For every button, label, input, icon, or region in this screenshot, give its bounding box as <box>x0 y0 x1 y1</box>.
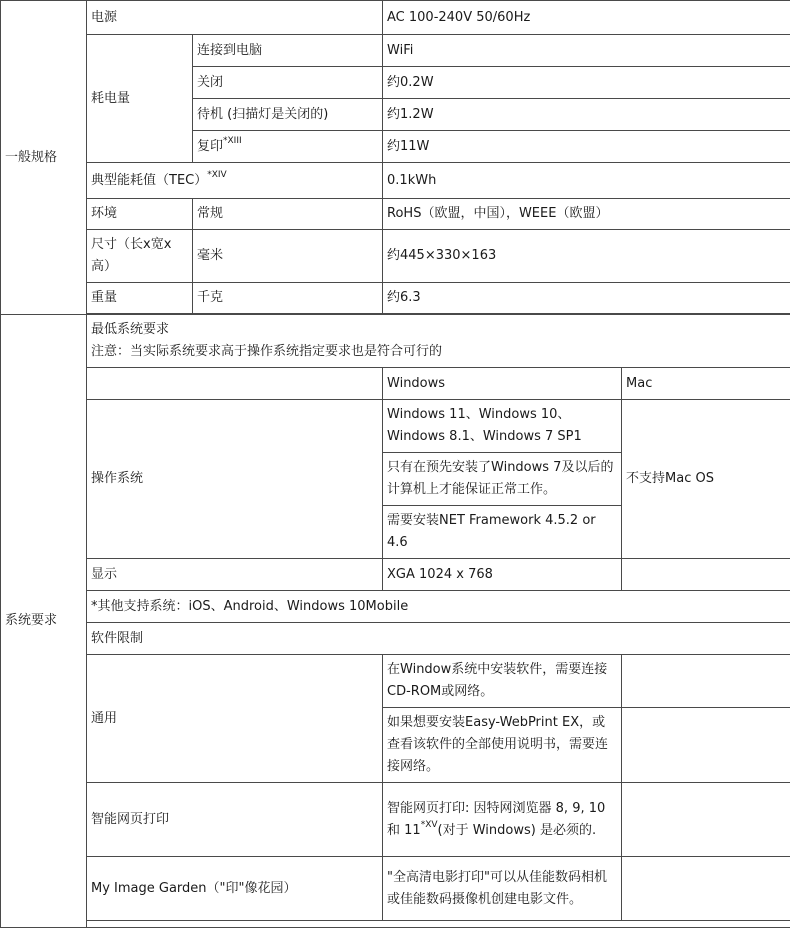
general-software-label: 通用 <box>87 655 383 783</box>
consumption-value: 约0.2W <box>383 67 790 99</box>
environment-value: RoHS（欧盟，中国），WEEE（欧盟） <box>383 199 790 230</box>
table-row <box>1 591 790 623</box>
display-value: XGA 1024 x 768 <box>383 559 622 591</box>
table-row <box>1 163 790 199</box>
table-row <box>1 623 790 655</box>
consumption-mode: 待机 (扫描灯是关闭的) <box>193 99 383 131</box>
general-software-note: 如果想要安装Easy-WebPrint EX，或查看该软件的全部使用说明书，需要连接网络。 <box>383 708 622 783</box>
tec-label-cell <box>87 163 383 199</box>
empty-cell <box>622 559 790 591</box>
empty-cell <box>622 857 790 921</box>
min-requirements-title: 最低系统要求 <box>91 319 786 341</box>
consumption-mode: 关闭 <box>193 67 383 99</box>
os-label: 操作系统 <box>87 400 383 559</box>
software-restrictions-title: 软件限制 <box>87 623 790 655</box>
smart-web-print-label: 智能网页打印 <box>87 783 383 857</box>
consumption-mode-copy <box>193 131 383 163</box>
environment-label: 环境 <box>87 199 193 230</box>
image-garden-value: "全高清电影打印"可以从佳能数码相机或佳能数码摄像机创建电影文件。 <box>383 857 622 921</box>
table-row <box>1 559 790 591</box>
consumption-value: 约11W <box>383 131 790 163</box>
min-requirements-note: 注意：当实际系统要求高于操作系统指定要求也是符合可行的 <box>91 341 786 363</box>
empty-cell <box>622 708 790 783</box>
copy-label: 复印 <box>197 139 223 154</box>
col-header-windows: Windows <box>383 368 622 400</box>
smart-web-print-text-end: (对于 Windows) 是必须的. <box>438 823 597 838</box>
empty-cell <box>622 783 790 857</box>
tec-label: 典型能耗值（TEC） <box>91 173 207 188</box>
footnote-mark: *XIV <box>207 170 226 180</box>
other-systems: *其他支持系统：iOS、Android、Windows 10Mobile <box>87 591 790 623</box>
consumption-mode: 连接到电脑 <box>193 35 383 67</box>
consumption-value: 约1.2W <box>383 99 790 131</box>
environment-sub: 常规 <box>193 199 383 230</box>
general-software-note: 在Window系统中安装软件，需要连接CD-ROM或网络。 <box>383 655 622 708</box>
weight-sub: 千克 <box>193 283 383 314</box>
consumption-label: 耗电量 <box>87 35 193 163</box>
os-windows-versions: Windows 11、Windows 10、Windows 8.1、Windows 7 SP1 <box>383 400 622 453</box>
empty-cell <box>622 655 790 708</box>
consumption-value: WiFi <box>383 35 790 67</box>
os-net-note: 需要安装NET Framework 4.5.2 or 4.6 <box>383 506 622 559</box>
table-row <box>1 199 790 230</box>
min-requirements-cell <box>87 315 790 368</box>
table-row <box>1 783 790 857</box>
table-row <box>1 283 790 314</box>
weight-value: 约6.3 <box>383 283 790 314</box>
dimensions-label: 尺寸（长x宽x高） <box>87 230 193 283</box>
smart-web-print-value <box>383 783 622 857</box>
weight-label: 重量 <box>87 283 193 314</box>
table-row <box>1 368 790 400</box>
category-system: 系统要求 <box>1 315 87 928</box>
table-row <box>1 35 790 67</box>
empty-cell <box>87 368 383 400</box>
power-value: AC 100-240V 50/60Hz <box>383 1 790 35</box>
footnote-mark: *XIII <box>223 136 242 146</box>
table-row <box>1 400 790 453</box>
display-label: 显示 <box>87 559 383 591</box>
dimensions-sub: 毫米 <box>193 230 383 283</box>
table-row <box>1 230 790 283</box>
tec-value: 0.1kWh <box>383 163 790 199</box>
table-row <box>1 857 790 921</box>
dimensions-value: 约445×330×163 <box>383 230 790 283</box>
os-mac: 不支持Mac OS <box>622 400 790 559</box>
table-row <box>1 315 790 368</box>
table-row <box>1 1 790 35</box>
image-garden-label: My Image Garden（"印"像花园） <box>87 857 383 921</box>
table-row <box>1 655 790 708</box>
os-windows-note: 只有在预先安装了Windows 7及以后的计算机上才能保证正常工作。 <box>383 453 622 506</box>
category-general: 一般规格 <box>1 1 87 315</box>
smart-web-print-text: 智能网页打印: 因特网浏览器 8, 9, 10 和 11 <box>387 801 605 838</box>
power-label: 电源 <box>87 1 383 35</box>
col-header-mac: Mac <box>622 368 790 400</box>
footnote-mark: *XV <box>421 820 438 830</box>
